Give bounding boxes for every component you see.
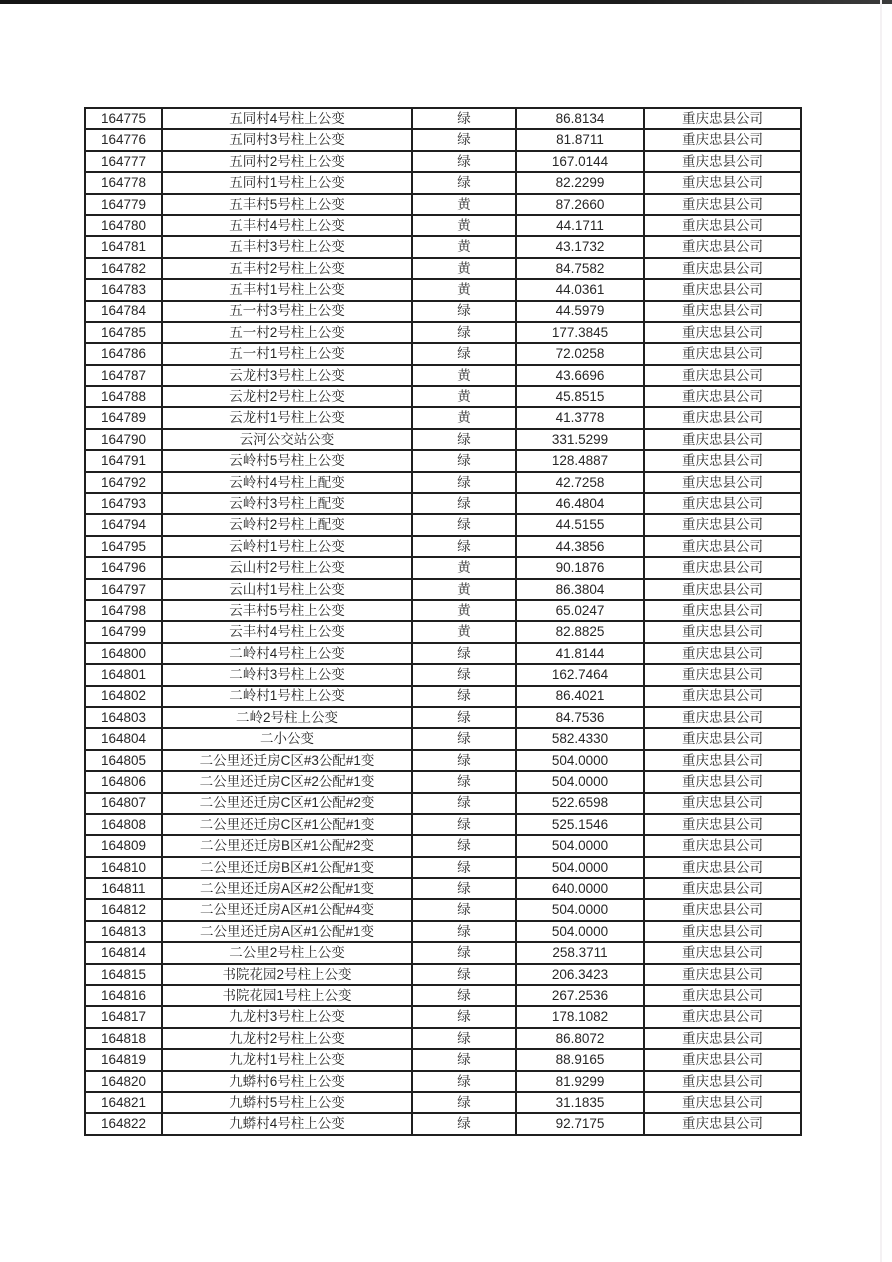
- table-row: [85, 814, 801, 835]
- cell-id: 164802: [85, 686, 162, 707]
- cell-id: 164804: [85, 728, 162, 749]
- cell-name: 二公里还迁房B区#1公配#2变: [162, 835, 412, 856]
- cell-value: 86.4021: [516, 686, 644, 707]
- cell-name: 云山村1号柱上公变: [162, 579, 412, 600]
- cell-color: 绿: [412, 899, 516, 920]
- cell-name: 五丰村5号柱上公变: [162, 194, 412, 215]
- cell-company: 重庆忠县公司: [644, 557, 801, 578]
- table-row: [85, 942, 801, 963]
- cell-company: 重庆忠县公司: [644, 194, 801, 215]
- table-row: [85, 964, 801, 985]
- cell-color: 绿: [412, 750, 516, 771]
- cell-color: 绿: [412, 301, 516, 322]
- table-row: [85, 429, 801, 450]
- cell-value: 162.7464: [516, 664, 644, 685]
- cell-id: 164799: [85, 621, 162, 642]
- cell-value: 178.1082: [516, 1006, 644, 1027]
- cell-name: 五同村2号柱上公变: [162, 151, 412, 172]
- cell-value: 41.3778: [516, 407, 644, 428]
- cell-value: 206.3423: [516, 964, 644, 985]
- cell-value: 81.9299: [516, 1071, 644, 1092]
- cell-color: 绿: [412, 942, 516, 963]
- cell-id: 164812: [85, 899, 162, 920]
- table-row: [85, 215, 801, 236]
- cell-value: 87.2660: [516, 194, 644, 215]
- cell-id: 164794: [85, 514, 162, 535]
- cell-id: 164809: [85, 835, 162, 856]
- cell-value: 90.1876: [516, 557, 644, 578]
- cell-name: 二公里还迁房B区#1公配#1变: [162, 857, 412, 878]
- cell-id: 164792: [85, 472, 162, 493]
- cell-company: 重庆忠县公司: [644, 835, 801, 856]
- cell-company: 重庆忠县公司: [644, 686, 801, 707]
- table-row: [85, 750, 801, 771]
- table-row: [85, 301, 801, 322]
- cell-id: 164783: [85, 279, 162, 300]
- cell-id: 164796: [85, 557, 162, 578]
- cell-id: 164803: [85, 707, 162, 728]
- cell-color: 绿: [412, 1092, 516, 1113]
- cell-value: 522.6598: [516, 793, 644, 814]
- cell-id: 164793: [85, 493, 162, 514]
- cell-company: 重庆忠县公司: [644, 386, 801, 407]
- table-row: [85, 514, 801, 535]
- table-row: [85, 621, 801, 642]
- cell-id: 164808: [85, 814, 162, 835]
- cell-color: 绿: [412, 129, 516, 150]
- cell-id: 164784: [85, 301, 162, 322]
- cell-value: 86.8134: [516, 108, 644, 129]
- cell-company: 重庆忠县公司: [644, 579, 801, 600]
- cell-color: 绿: [412, 343, 516, 364]
- cell-id: 164775: [85, 108, 162, 129]
- cell-name: 二公里2号柱上公变: [162, 942, 412, 963]
- table-row: [85, 151, 801, 172]
- cell-company: 重庆忠县公司: [644, 1028, 801, 1049]
- cell-company: 重庆忠县公司: [644, 258, 801, 279]
- cell-name: 五一村3号柱上公变: [162, 301, 412, 322]
- cell-company: 重庆忠县公司: [644, 793, 801, 814]
- cell-value: 44.5155: [516, 514, 644, 535]
- table-row: [85, 194, 801, 215]
- table-row: [85, 493, 801, 514]
- cell-name: 二小公变: [162, 728, 412, 749]
- cell-id: 164780: [85, 215, 162, 236]
- cell-id: 164798: [85, 600, 162, 621]
- cell-name: 二岭2号柱上公变: [162, 707, 412, 728]
- table-row: [85, 129, 801, 150]
- cell-value: 504.0000: [516, 750, 644, 771]
- cell-company: 重庆忠县公司: [644, 771, 801, 792]
- cell-name: 五丰村2号柱上公变: [162, 258, 412, 279]
- cell-name: 二公里还迁房C区#1公配#1变: [162, 814, 412, 835]
- table-row: [85, 450, 801, 471]
- cell-company: 重庆忠县公司: [644, 814, 801, 835]
- cell-name: 云丰村5号柱上公变: [162, 600, 412, 621]
- cell-company: 重庆忠县公司: [644, 878, 801, 899]
- cell-id: 164810: [85, 857, 162, 878]
- table-row: [85, 343, 801, 364]
- cell-color: 绿: [412, 643, 516, 664]
- table-row: [85, 1071, 801, 1092]
- cell-name: 云岭村5号柱上公变: [162, 450, 412, 471]
- cell-name: 二公里还迁房C区#1公配#2变: [162, 793, 412, 814]
- table-row: [85, 664, 801, 685]
- cell-color: 绿: [412, 814, 516, 835]
- cell-color: 绿: [412, 728, 516, 749]
- cell-company: 重庆忠县公司: [644, 450, 801, 471]
- cell-value: 525.1546: [516, 814, 644, 835]
- cell-name: 云岭村1号柱上公变: [162, 536, 412, 557]
- cell-color: 绿: [412, 536, 516, 557]
- cell-value: 504.0000: [516, 857, 644, 878]
- cell-value: 44.0361: [516, 279, 644, 300]
- cell-company: 重庆忠县公司: [644, 365, 801, 386]
- cell-value: 167.0144: [516, 151, 644, 172]
- table-row: [85, 899, 801, 920]
- table-row: [85, 1113, 801, 1134]
- cell-value: 267.2536: [516, 985, 644, 1006]
- cell-value: 44.3856: [516, 536, 644, 557]
- cell-color: 绿: [412, 108, 516, 129]
- cell-id: 164777: [85, 151, 162, 172]
- cell-name: 云河公交站公变: [162, 429, 412, 450]
- cell-color: 黄: [412, 194, 516, 215]
- cell-name: 二公里还迁房C区#2公配#1变: [162, 771, 412, 792]
- cell-company: 重庆忠县公司: [644, 1092, 801, 1113]
- cell-name: 云丰村4号柱上公变: [162, 621, 412, 642]
- cell-id: 164795: [85, 536, 162, 557]
- cell-name: 五丰村3号柱上公变: [162, 236, 412, 257]
- cell-name: 五丰村4号柱上公变: [162, 215, 412, 236]
- table-row: [85, 707, 801, 728]
- cell-color: 绿: [412, 172, 516, 193]
- table-row: [85, 686, 801, 707]
- cell-color: 绿: [412, 771, 516, 792]
- cell-color: 黄: [412, 407, 516, 428]
- cell-company: 重庆忠县公司: [644, 728, 801, 749]
- table-row: [85, 365, 801, 386]
- cell-value: 82.8825: [516, 621, 644, 642]
- table-row: [85, 857, 801, 878]
- cell-color: 黄: [412, 557, 516, 578]
- cell-id: 164800: [85, 643, 162, 664]
- cell-id: 164801: [85, 664, 162, 685]
- cell-color: 绿: [412, 878, 516, 899]
- cell-company: 重庆忠县公司: [644, 899, 801, 920]
- cell-company: 重庆忠县公司: [644, 707, 801, 728]
- cell-name: 五一村2号柱上公变: [162, 322, 412, 343]
- table-row: [85, 1049, 801, 1070]
- cell-value: 31.1835: [516, 1092, 644, 1113]
- cell-company: 重庆忠县公司: [644, 600, 801, 621]
- cell-name: 五丰村1号柱上公变: [162, 279, 412, 300]
- cell-color: 绿: [412, 1049, 516, 1070]
- cell-color: 绿: [412, 472, 516, 493]
- cell-value: 43.1732: [516, 236, 644, 257]
- table-row: [85, 279, 801, 300]
- cell-company: 重庆忠县公司: [644, 301, 801, 322]
- cell-value: 86.8072: [516, 1028, 644, 1049]
- cell-id: 164782: [85, 258, 162, 279]
- cell-company: 重庆忠县公司: [644, 172, 801, 193]
- cell-value: 42.7258: [516, 472, 644, 493]
- cell-id: 164781: [85, 236, 162, 257]
- cell-value: 84.7582: [516, 258, 644, 279]
- table-row: [85, 386, 801, 407]
- cell-value: 331.5299: [516, 429, 644, 450]
- cell-name: 云岭村2号柱上配变: [162, 514, 412, 535]
- cell-company: 重庆忠县公司: [644, 1006, 801, 1027]
- cell-name: 九蟒村5号柱上公变: [162, 1092, 412, 1113]
- table-row: [85, 322, 801, 343]
- cell-company: 重庆忠县公司: [644, 985, 801, 1006]
- cell-id: 164779: [85, 194, 162, 215]
- cell-id: 164813: [85, 921, 162, 942]
- cell-name: 云岭村4号柱上配变: [162, 472, 412, 493]
- cell-name: 五同村4号柱上公变: [162, 108, 412, 129]
- table-row: [85, 878, 801, 899]
- table-row: [85, 793, 801, 814]
- cell-id: 164790: [85, 429, 162, 450]
- cell-company: 重庆忠县公司: [644, 493, 801, 514]
- table-body: [85, 108, 801, 1135]
- cell-name: 五同村1号柱上公变: [162, 172, 412, 193]
- cell-color: 黄: [412, 279, 516, 300]
- cell-color: 绿: [412, 493, 516, 514]
- cell-id: 164805: [85, 750, 162, 771]
- cell-company: 重庆忠县公司: [644, 129, 801, 150]
- cell-color: 黄: [412, 600, 516, 621]
- cell-name: 九龙村1号柱上公变: [162, 1049, 412, 1070]
- cell-value: 258.3711: [516, 942, 644, 963]
- cell-value: 43.6696: [516, 365, 644, 386]
- scan-right-edge-artifact: [880, 0, 882, 1262]
- cell-id: 164806: [85, 771, 162, 792]
- cell-color: 黄: [412, 365, 516, 386]
- cell-name: 五同村3号柱上公变: [162, 129, 412, 150]
- cell-name: 九龙村3号柱上公变: [162, 1006, 412, 1027]
- cell-name: 二公里还迁房A区#1公配#4变: [162, 899, 412, 920]
- cell-color: 黄: [412, 215, 516, 236]
- table-row: [85, 728, 801, 749]
- cell-id: 164807: [85, 793, 162, 814]
- cell-company: 重庆忠县公司: [644, 643, 801, 664]
- cell-id: 164822: [85, 1113, 162, 1134]
- table-row: [85, 258, 801, 279]
- cell-id: 164819: [85, 1049, 162, 1070]
- cell-value: 582.4330: [516, 728, 644, 749]
- cell-company: 重庆忠县公司: [644, 1049, 801, 1070]
- cell-id: 164818: [85, 1028, 162, 1049]
- table-row: [85, 643, 801, 664]
- cell-name: 云龙村1号柱上公变: [162, 407, 412, 428]
- cell-company: 重庆忠县公司: [644, 322, 801, 343]
- cell-name: 二公里还迁房A区#2公配#1变: [162, 878, 412, 899]
- cell-company: 重庆忠县公司: [644, 472, 801, 493]
- cell-color: 绿: [412, 857, 516, 878]
- cell-value: 504.0000: [516, 899, 644, 920]
- cell-value: 504.0000: [516, 921, 644, 942]
- cell-name: 五一村1号柱上公变: [162, 343, 412, 364]
- cell-company: 重庆忠县公司: [644, 750, 801, 771]
- cell-color: 绿: [412, 707, 516, 728]
- cell-id: 164788: [85, 386, 162, 407]
- cell-company: 重庆忠县公司: [644, 536, 801, 557]
- cell-company: 重庆忠县公司: [644, 429, 801, 450]
- cell-value: 92.7175: [516, 1113, 644, 1134]
- cell-company: 重庆忠县公司: [644, 236, 801, 257]
- cell-id: 164776: [85, 129, 162, 150]
- cell-id: 164785: [85, 322, 162, 343]
- table-row: [85, 1028, 801, 1049]
- cell-value: 177.3845: [516, 322, 644, 343]
- table-row: [85, 172, 801, 193]
- cell-id: 164816: [85, 985, 162, 1006]
- cell-value: 41.8144: [516, 643, 644, 664]
- cell-company: 重庆忠县公司: [644, 514, 801, 535]
- scan-top-edge-artifact: [0, 0, 892, 4]
- cell-company: 重庆忠县公司: [644, 151, 801, 172]
- cell-company: 重庆忠县公司: [644, 343, 801, 364]
- cell-value: 65.0247: [516, 600, 644, 621]
- cell-color: 黄: [412, 258, 516, 279]
- cell-value: 81.8711: [516, 129, 644, 150]
- cell-name: 九龙村2号柱上公变: [162, 1028, 412, 1049]
- table-row: [85, 579, 801, 600]
- cell-id: 164811: [85, 878, 162, 899]
- cell-id: 164778: [85, 172, 162, 193]
- cell-value: 46.4804: [516, 493, 644, 514]
- cell-color: 绿: [412, 1113, 516, 1134]
- table-row: [85, 771, 801, 792]
- cell-color: 绿: [412, 1006, 516, 1027]
- cell-company: 重庆忠县公司: [644, 942, 801, 963]
- cell-color: 黄: [412, 621, 516, 642]
- cell-name: 二岭村1号柱上公变: [162, 686, 412, 707]
- cell-color: 绿: [412, 514, 516, 535]
- cell-value: 45.8515: [516, 386, 644, 407]
- cell-value: 504.0000: [516, 771, 644, 792]
- transformer-table: [84, 107, 802, 1136]
- cell-name: 云龙村2号柱上公变: [162, 386, 412, 407]
- cell-color: 绿: [412, 322, 516, 343]
- table-row: [85, 108, 801, 129]
- table-row: [85, 236, 801, 257]
- cell-company: 重庆忠县公司: [644, 215, 801, 236]
- table-row: [85, 536, 801, 557]
- cell-value: 84.7536: [516, 707, 644, 728]
- cell-value: 86.3804: [516, 579, 644, 600]
- cell-id: 164791: [85, 450, 162, 471]
- cell-name: 二公里还迁房A区#1公配#1变: [162, 921, 412, 942]
- cell-name: 九蟒村4号柱上公变: [162, 1113, 412, 1134]
- cell-color: 绿: [412, 1028, 516, 1049]
- cell-value: 44.1711: [516, 215, 644, 236]
- cell-id: 164786: [85, 343, 162, 364]
- cell-id: 164797: [85, 579, 162, 600]
- cell-id: 164789: [85, 407, 162, 428]
- cell-name: 九蟒村6号柱上公变: [162, 1071, 412, 1092]
- cell-value: 44.5979: [516, 301, 644, 322]
- cell-color: 绿: [412, 921, 516, 942]
- cell-color: 绿: [412, 664, 516, 685]
- cell-name: 书院花园1号柱上公变: [162, 985, 412, 1006]
- cell-color: 绿: [412, 450, 516, 471]
- cell-id: 164820: [85, 1071, 162, 1092]
- cell-value: 640.0000: [516, 878, 644, 899]
- cell-value: 504.0000: [516, 835, 644, 856]
- table-row: [85, 472, 801, 493]
- cell-company: 重庆忠县公司: [644, 279, 801, 300]
- cell-color: 绿: [412, 151, 516, 172]
- cell-company: 重庆忠县公司: [644, 1071, 801, 1092]
- cell-name: 二岭村3号柱上公变: [162, 664, 412, 685]
- cell-color: 绿: [412, 835, 516, 856]
- table-row: [85, 921, 801, 942]
- cell-company: 重庆忠县公司: [644, 407, 801, 428]
- cell-name: 云龙村3号柱上公变: [162, 365, 412, 386]
- cell-company: 重庆忠县公司: [644, 964, 801, 985]
- cell-color: 绿: [412, 1071, 516, 1092]
- cell-id: 164815: [85, 964, 162, 985]
- cell-value: 88.9165: [516, 1049, 644, 1070]
- cell-value: 72.0258: [516, 343, 644, 364]
- table-row: [85, 407, 801, 428]
- cell-id: 164814: [85, 942, 162, 963]
- cell-name: 云山村2号柱上公变: [162, 557, 412, 578]
- cell-company: 重庆忠县公司: [644, 1113, 801, 1134]
- cell-color: 绿: [412, 429, 516, 450]
- cell-color: 黄: [412, 386, 516, 407]
- cell-name: 书院花园2号柱上公变: [162, 964, 412, 985]
- cell-color: 黄: [412, 579, 516, 600]
- table-row: [85, 835, 801, 856]
- cell-name: 二公里还迁房C区#3公配#1变: [162, 750, 412, 771]
- cell-company: 重庆忠县公司: [644, 621, 801, 642]
- cell-company: 重庆忠县公司: [644, 664, 801, 685]
- table-row: [85, 557, 801, 578]
- cell-company: 重庆忠县公司: [644, 857, 801, 878]
- cell-id: 164787: [85, 365, 162, 386]
- cell-id: 164821: [85, 1092, 162, 1113]
- cell-name: 二岭村4号柱上公变: [162, 643, 412, 664]
- cell-value: 128.4887: [516, 450, 644, 471]
- cell-id: 164817: [85, 1006, 162, 1027]
- cell-company: 重庆忠县公司: [644, 108, 801, 129]
- cell-company: 重庆忠县公司: [644, 921, 801, 942]
- cell-value: 82.2299: [516, 172, 644, 193]
- cell-name: 云岭村3号柱上配变: [162, 493, 412, 514]
- cell-color: 绿: [412, 964, 516, 985]
- cell-color: 黄: [412, 236, 516, 257]
- table-row: [85, 600, 801, 621]
- cell-color: 绿: [412, 793, 516, 814]
- table-row: [85, 1092, 801, 1113]
- table-row: [85, 985, 801, 1006]
- cell-color: 绿: [412, 686, 516, 707]
- cell-color: 绿: [412, 985, 516, 1006]
- table-row: [85, 1006, 801, 1027]
